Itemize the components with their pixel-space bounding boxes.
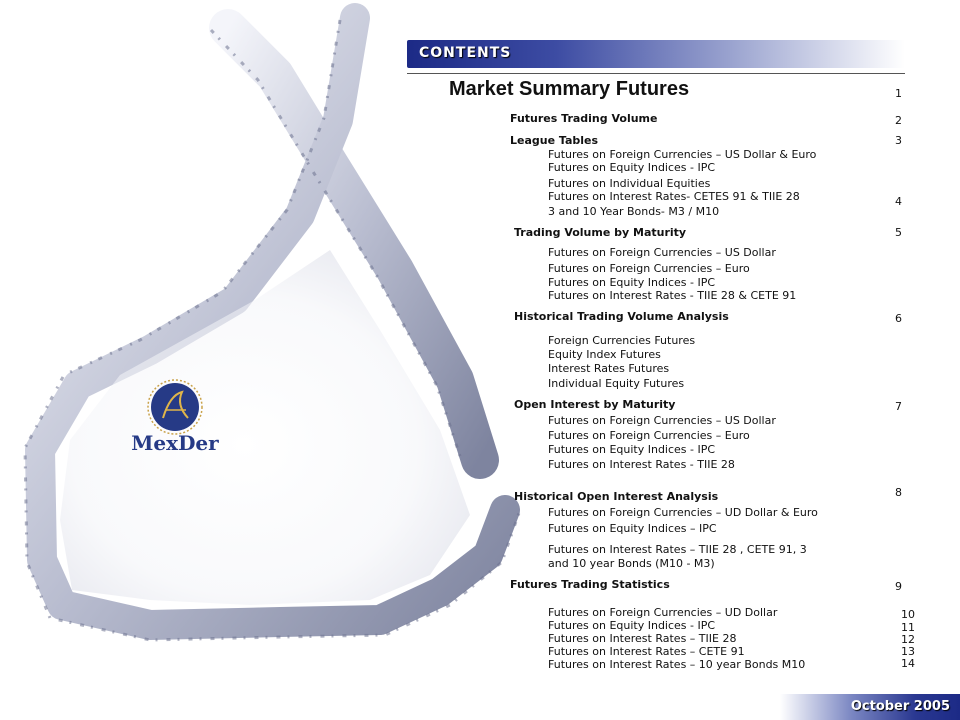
list-item[interactable]: Individual Equity Futures [548,377,685,390]
footer-date-bar [780,694,960,720]
list-item[interactable]: Futures on Interest Rates – TIIE 28 [548,632,737,645]
list-item[interactable]: Futures on Foreign Currencies – Euro [548,262,750,275]
section-trading-volume-by-maturity[interactable]: Trading Volume by Maturity [514,226,687,239]
list-item[interactable]: Futures on Interest Rates - TIIE 28 [548,458,735,471]
section-futures-trading-statistics[interactable]: Futures Trading Statistics [510,578,670,591]
list-item[interactable]: Futures on Foreign Currencies – US Dollar [548,246,776,259]
list-item[interactable]: Futures on Individual Equities [548,177,711,190]
list-item[interactable]: Futures on Interest Rates – 10 year Bonds M10 [548,658,806,671]
list-item[interactable]: Futures on Equity Indices - IPC [548,619,716,632]
list-item[interactable]: and 10 year Bonds (M10 - M3) [548,557,715,570]
list-item[interactable]: Futures on Foreign Currencies – UD Dollar [548,606,778,619]
list-item[interactable]: Futures on Equity Indices - IPC [548,161,716,174]
list-item[interactable]: Futures on Equity Indices - IPC [548,276,716,289]
svg-text:MexDer: MexDer [131,431,219,455]
page-number: 12 [901,633,915,646]
list-item[interactable]: Futures on Equity Indices - IPC [548,443,716,456]
section-open-interest-by-maturity[interactable]: Open Interest by Maturity [514,398,676,411]
page-number: 1 [895,87,902,100]
page-number: 6 [895,312,902,325]
list-item[interactable]: Interest Rates Futures [548,362,670,375]
list-item[interactable]: Futures on Foreign Currencies – US Dollar & Euro [548,148,817,161]
list-item[interactable]: Futures on Equity Indices – IPC [548,522,717,535]
list-item[interactable]: 3 and 10 Year Bonds- M3 / M10 [548,205,720,218]
list-item[interactable]: Futures on Interest Rates- CETES 91 & TIIE 28 [548,190,800,203]
page-number: 7 [895,400,902,413]
page-number: 8 [895,486,902,499]
page-number: 11 [901,621,915,634]
contents-header-bar [407,40,905,68]
page-number: 5 [895,226,902,239]
list-item[interactable]: Futures on Interest Rates - TIIE 28 & CETE 91 [548,289,797,302]
list-item[interactable]: Futures on Interest Rates – CETE 91 [548,645,745,658]
page-number: 13 [901,645,915,658]
page-title: Market Summary Futures [449,78,690,100]
section-historical-open-interest-analysis[interactable]: Historical Open Interest Analysis [514,490,719,503]
section-futures-trading-volume[interactable]: Futures Trading Volume [510,112,658,125]
header-divider [407,73,905,74]
list-item[interactable]: Futures on Foreign Currencies – UD Dollar & Euro [548,506,818,519]
footer-date: October 2005 [850,699,950,714]
list-item[interactable]: Futures on Foreign Currencies – US Dollar [548,414,776,427]
list-item[interactable]: Futures on Interest Rates – TIIE 28 , CETE 91, 3 [548,543,807,556]
contents-label: CONTENTS [419,45,512,61]
page-number: 9 [895,580,902,593]
page-number: 2 [895,114,902,127]
section-league-tables[interactable]: League Tables [510,134,599,147]
list-item[interactable]: Futures on Foreign Currencies – Euro [548,429,750,442]
list-item[interactable]: Foreign Currencies Futures [548,334,696,347]
page-number: 14 [901,657,915,670]
page-number: 3 [895,134,902,147]
list-item[interactable]: Equity Index Futures [548,348,661,361]
page-number: 4 [895,195,902,208]
page-number: 10 [901,608,915,621]
section-historical-trading-volume-analysis[interactable]: Historical Trading Volume Analysis [514,310,729,323]
